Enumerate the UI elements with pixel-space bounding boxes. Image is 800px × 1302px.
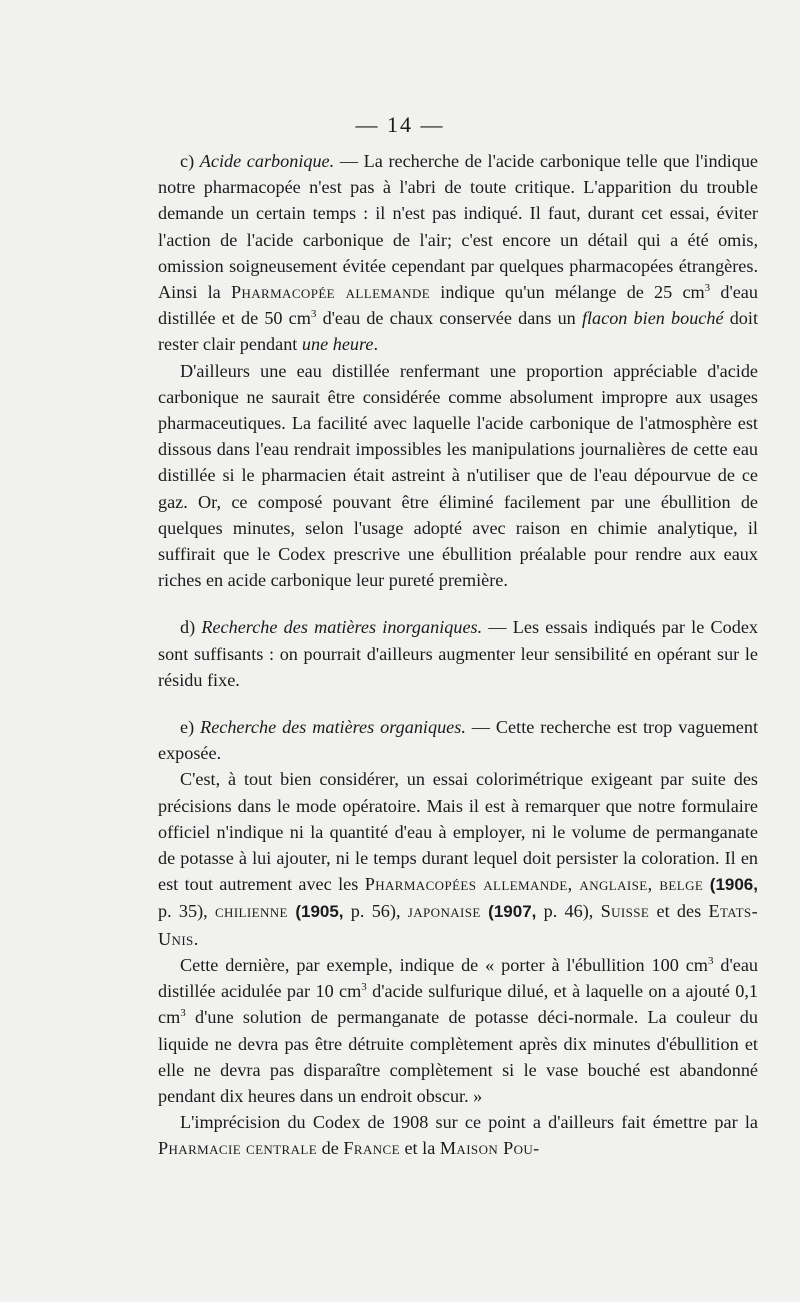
section-title-matieres-organiques: Recherche des matières organiques. xyxy=(200,717,466,738)
paragraph-essai-colorimetrique: C'est, à tout bien considérer, un essai colorimétrique exigeant par suite des précisions dans le mode opératoire. Mais il est à remarquer que notre formulaire officiel n'indique ni la quantité d'eau à employer, ni le volume de permanganate de potasse à lui ajouter, ni le temps durant lequel doit persister la coloration. Il en est tout autrement avec les Pharmacopées allemande, anglaise, belge (1906, p. 35), chilienne (1905, p. 56), japonaise (1907, p. 46), Suisse et des Etats-Unis. xyxy=(158,769,759,949)
paragraph-matieres-organiques: e) Recherche des matières organiques. — Cette recherche est trop vaguement exposée. xyxy=(158,717,759,764)
page-number: — 14 — xyxy=(355,112,445,137)
paragraph-matieres-inorganiques: d) Recherche des matières inorganiques. — Les essais indiqués par le Codex sont suffisants : on pourrait d'ailleurs augmenter leur sensibilité en opérant sur le résidu fixe. xyxy=(158,617,759,690)
section-title-acide-carbonique: Acide carbonique. xyxy=(199,151,335,171)
paragraph-imprecision: L'imprécision du Codex de 1908 sur ce point a d'ailleurs fait émettre par la Pharmacie centrale de France et la Maison Pou- xyxy=(158,1112,758,1159)
paragraph-ailleurs: D'ailleurs une eau distillée renfermant une proportion appréciable d'acide carbonique ne saurait être considérée comme absolument impropre aux usages pharmaceutiques. La facilité avec laquelle l'acide carbonique de l'atmosphère est dissous dans l'eau rendrait impossibles les manipulations journalières de cette eau distillée si le pharmacien était astreint à n'utiliser que de l'eau dépourvue de ce gaz. Or, ce composé pouvant être éliminé facilement par une ébullition de quelques minutes, selon l'usage adopté avec raison en chimie analytique, il suffirait que le Codex prescrive une ébullition préalable pour rendre aux eaux riches en acide carbonique leur pureté première. xyxy=(158,360,758,591)
body-text xyxy=(158,148,758,1162)
paragraph-acide-carbonique: c) Acide carbonique. — La recherche de l'acide carbonique telle que l'indique notre pharmacopée n'est pas à l'abri de toute critique. L'apparition du trouble demande un certain temps : il n'est pas indiqué. Il faut, durant cet essai, éviter l'action de l'acide carbonique de l'air; c'est encore un détail qui a été omis, omission soigneusement évitée cependant par quelques pharmacopées étrangères. Ainsi la Pharmacopée allemande indique qu'un mélange de 25 $cm^3$ d'eau distillée et de 50 $cm^3$ d'eau de chaux conservée dans un flacon bien bouché doit rester clair pendant une heure. xyxy=(158,151,758,355)
paragraph-citation: Cette dernière, par exemple, indique de « porter à l'ébullition 100 $cm^3$ d'eau distillée acidulée par 10 $cm^3$ d'acide sulfurique dilué, et à laquelle on a ajouté 0,1 $cm^3$ d'une solution de permanganate de potasse déci-normale. La couleur du liquide ne devra pas être détruite complètement après dix minutes d'ébullition et elle ne devra pas disparaître complètement si le vase bouché est abandonné pendant dix heures dans un endroit obscur. » xyxy=(158,954,759,1106)
section-title-matieres-inorganiques: Recherche des matières inorganiques. xyxy=(201,617,483,638)
